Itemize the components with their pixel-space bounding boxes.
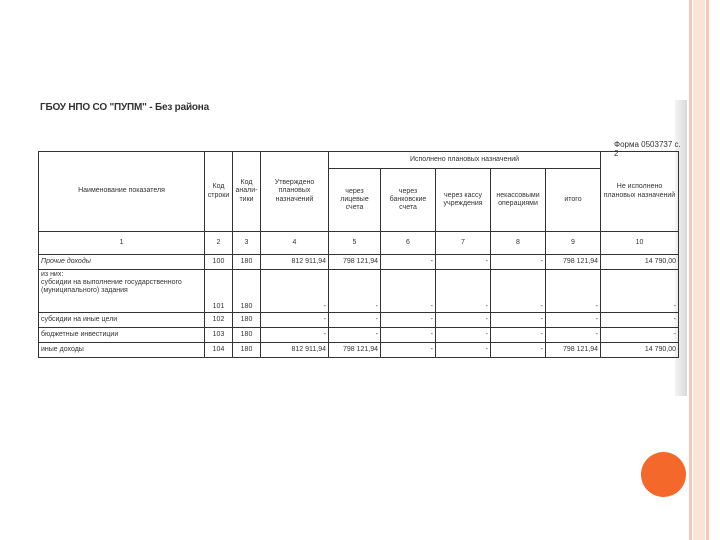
table-row	[39, 270, 679, 313]
column-number: 1	[39, 232, 205, 255]
row-analytics: 180	[233, 255, 261, 270]
column-number: 4	[261, 232, 329, 255]
row-personal: 798 121,94	[329, 255, 381, 270]
row-personal: -	[329, 270, 381, 313]
column-number: 8	[491, 232, 546, 255]
header-via-cash-desk: через кассу учреждения	[436, 169, 491, 232]
row-approved: -	[261, 270, 329, 313]
row-name: бюджетные инвестиции	[39, 328, 205, 343]
row-approved: 812 911,94	[261, 255, 329, 270]
row-cash: -	[436, 343, 491, 358]
row-noncash: -	[491, 255, 546, 270]
row-not-executed: -	[601, 328, 679, 343]
row-noncash: -	[491, 328, 546, 343]
row-approved: 812 911,94	[261, 343, 329, 358]
column-number: 10	[601, 232, 679, 255]
row-total: -	[546, 328, 601, 343]
column-number: 5	[329, 232, 381, 255]
row-code: 100	[205, 255, 233, 270]
table-row	[39, 328, 679, 343]
row-approved: -	[261, 313, 329, 328]
row-not-executed: 14 790,00	[601, 343, 679, 358]
row-cash: -	[436, 328, 491, 343]
decor-orange-circle	[641, 452, 686, 497]
row-total: 798 121,94	[546, 343, 601, 358]
row-name-cell	[39, 270, 205, 313]
row-cash: -	[436, 255, 491, 270]
decor-stripe-right	[706, 0, 709, 540]
header-row-code: Код строки	[205, 152, 233, 232]
header-executed-group: Исполнено плановых назначений	[329, 152, 601, 169]
row-code: 103	[205, 328, 233, 343]
row-not-executed: -	[601, 313, 679, 328]
row-analytics: 180	[233, 313, 261, 328]
header-via-bank-accounts: через банковские счета	[381, 169, 436, 232]
row-noncash: -	[491, 343, 546, 358]
row-code: 102	[205, 313, 233, 328]
row-bank: -	[381, 313, 436, 328]
header-total: итого	[546, 169, 601, 232]
form-label: Форма 0503737 с. 2	[614, 140, 681, 158]
row-cash: -	[436, 270, 491, 313]
row-bank: -	[381, 255, 436, 270]
row-name: иные доходы	[39, 343, 205, 358]
header-via-personal-accounts: через лицевые счета	[329, 169, 381, 232]
row-cash: -	[436, 313, 491, 328]
row-name-prefix: из них:	[41, 271, 64, 278]
table-row	[39, 343, 679, 358]
row-total: -	[546, 313, 601, 328]
row-name: субсидии на иные цели	[39, 313, 205, 328]
header-analytics-code: Код анали-тики	[233, 152, 261, 232]
row-noncash: -	[491, 313, 546, 328]
row-analytics: 180	[233, 270, 261, 313]
column-number: 9	[546, 232, 601, 255]
header-non-cash: некассовыми операциями	[491, 169, 546, 232]
report-table	[38, 151, 679, 358]
header-name: Наименование показателя	[39, 152, 205, 232]
header-not-executed: Не исполнено плановых назначений	[601, 152, 679, 232]
row-personal: -	[329, 328, 381, 343]
decor-stripe-left	[689, 0, 692, 540]
column-number: 2	[205, 232, 233, 255]
column-number: 6	[381, 232, 436, 255]
row-noncash: -	[491, 270, 546, 313]
row-analytics: 180	[233, 328, 261, 343]
column-numbers-row	[39, 232, 679, 255]
column-number: 3	[233, 232, 261, 255]
row-bank: -	[381, 270, 436, 313]
row-bank: -	[381, 343, 436, 358]
organization-title: ГБОУ НПО СО "ПУПМ" - Без района	[40, 102, 210, 113]
decor-stripe-middle	[693, 0, 705, 540]
row-total: 798 121,94	[546, 255, 601, 270]
row-name: субсидии на выполнение государственного (муниципального) задания	[41, 279, 182, 295]
scanned-document	[36, 100, 686, 400]
row-total: -	[546, 270, 601, 313]
row-code: 101	[205, 270, 233, 313]
table-row	[39, 255, 679, 270]
column-number: 7	[436, 232, 491, 255]
row-approved: -	[261, 328, 329, 343]
row-personal: -	[329, 313, 381, 328]
row-personal: 798 121,94	[329, 343, 381, 358]
table-row	[39, 313, 679, 328]
row-bank: -	[381, 328, 436, 343]
row-not-executed: -	[601, 270, 679, 313]
row-code: 104	[205, 343, 233, 358]
header-approved: Утверждено плановых назначений	[261, 152, 329, 232]
row-name: Прочие доходы	[39, 255, 205, 270]
row-analytics: 180	[233, 343, 261, 358]
row-not-executed: 14 790,00	[601, 255, 679, 270]
